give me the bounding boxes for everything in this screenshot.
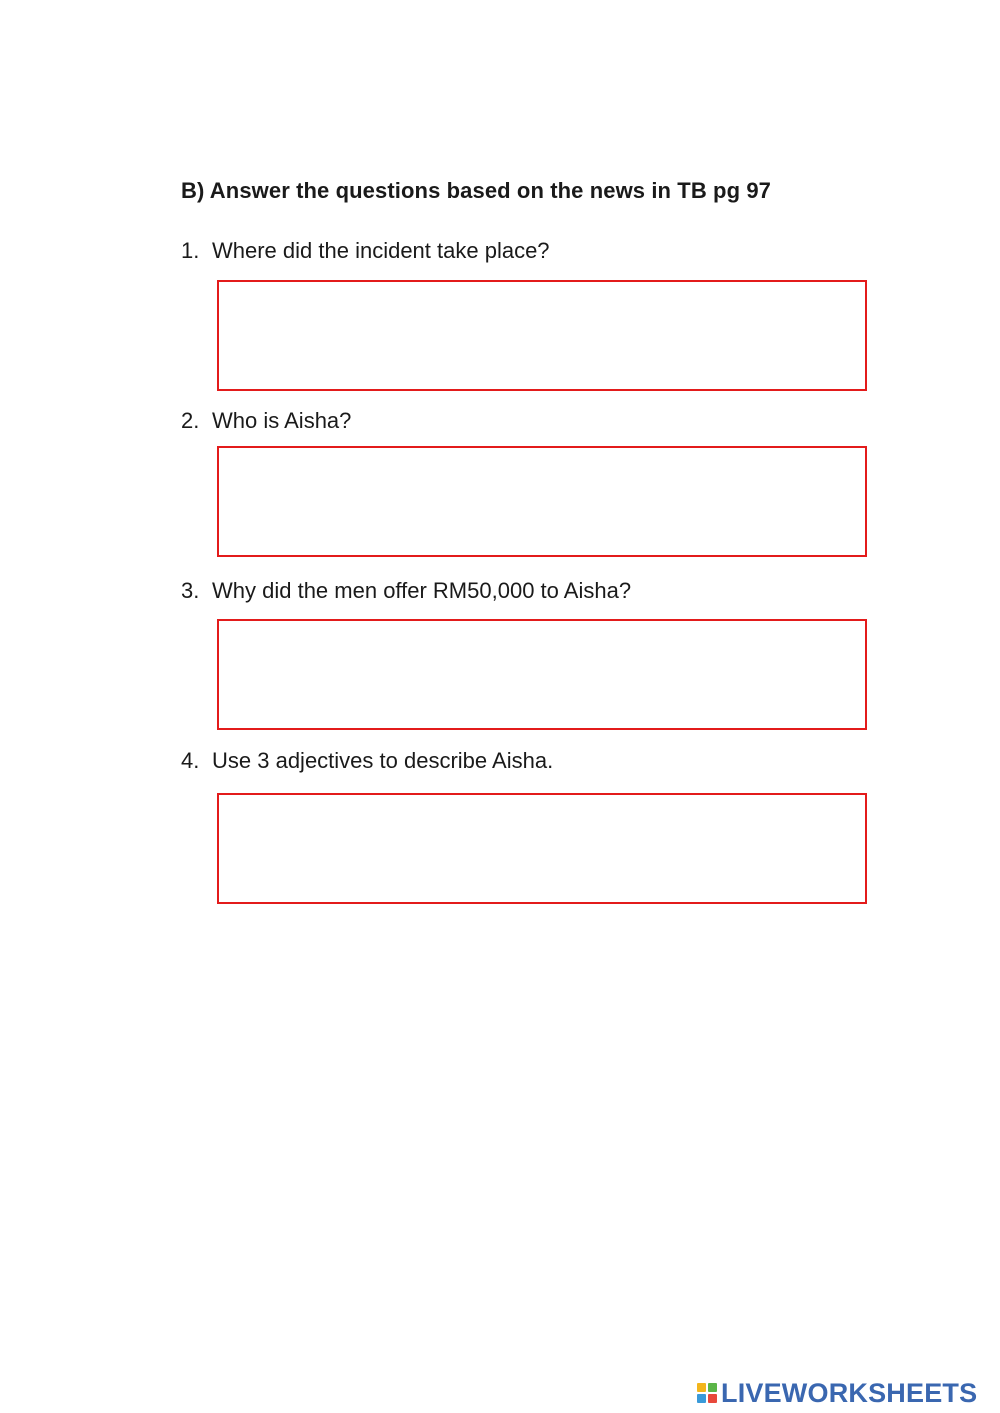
liveworksheets-logo-icon xyxy=(697,1383,717,1403)
question-number: 3. xyxy=(181,578,200,603)
answer-box-3[interactable] xyxy=(217,619,867,730)
answer-box-2[interactable] xyxy=(217,446,867,557)
question-2 xyxy=(181,408,351,434)
section-heading: B) Answer the questions based on the news in TB pg 97 xyxy=(181,178,772,203)
logo-tile xyxy=(708,1383,717,1392)
question-number: 4. xyxy=(181,748,200,773)
logo-tile xyxy=(697,1394,706,1403)
question-3 xyxy=(181,578,631,604)
answer-box-4[interactable] xyxy=(217,793,867,904)
question-1 xyxy=(181,238,550,264)
question-number: 1. xyxy=(181,238,200,263)
question-text: Why did the men offer RM50,000 to Aisha? xyxy=(212,578,632,603)
logo-tile xyxy=(697,1383,706,1392)
question-text: Use 3 adjectives to describe Aisha. xyxy=(212,748,554,773)
question-number: 2. xyxy=(181,408,200,433)
question-4 xyxy=(181,748,553,774)
brand-wordmark: LIVEWORKSHEETS xyxy=(721,1378,978,1408)
question-text: Who is Aisha? xyxy=(212,408,352,433)
logo-tile xyxy=(708,1394,717,1403)
liveworksheets-brand xyxy=(697,1378,977,1408)
answer-box-1[interactable] xyxy=(217,280,867,391)
question-text: Where did the incident take place? xyxy=(212,238,550,263)
